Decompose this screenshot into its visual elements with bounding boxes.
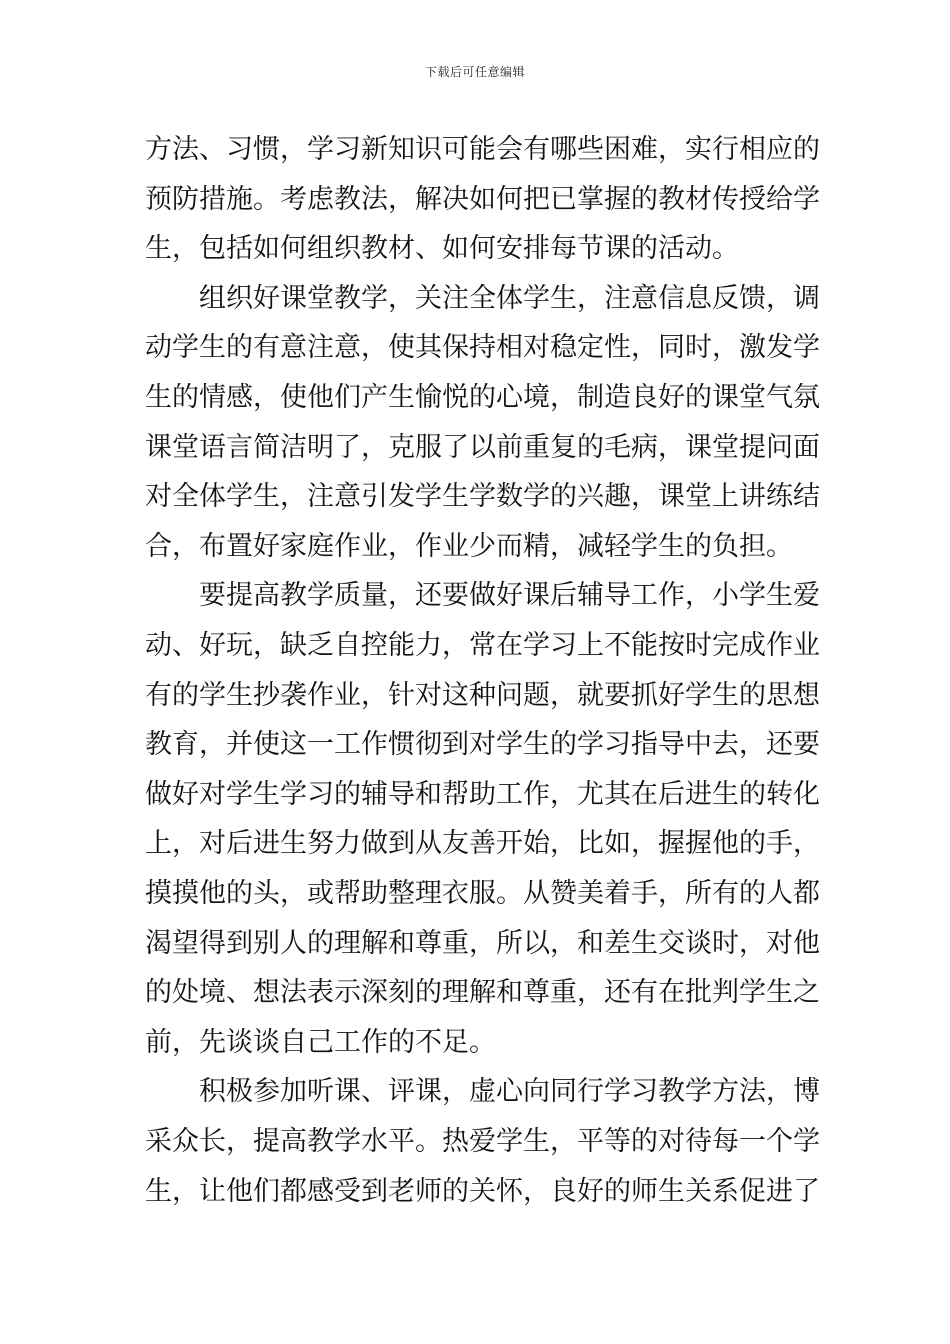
text-line: 对全体学生，注意引发学生学数学的兴趣，课堂上讲练结: [145, 481, 820, 512]
paragraph-first-line: 要提高教学质量，还要做好课后辅导工作，小学生爱: [199, 580, 820, 611]
text-line: 生，让他们都感受到老师的关怀，良好的师生关系促进了: [145, 1176, 820, 1207]
text-line: 渴望得到别人的理解和尊重，所以，和差生交谈时，对他: [145, 928, 820, 959]
text-line: 方法、习惯，学习新知识可能会有哪些困难，实行相应的: [145, 134, 820, 165]
text-line: 预防措施。考虑教法，解决如何把已掌握的教材传授给学: [145, 184, 820, 215]
text-line: 做好对学生学习的辅导和帮助工作，尤其在后进生的转化: [145, 779, 820, 810]
text-line: 生的情感，使他们产生愉悦的心境，制造良好的课堂气氛: [145, 382, 820, 413]
text-line: 有的学生抄袭作业，针对这种问题，就要抓好学生的思想: [145, 680, 820, 711]
paragraph-first-line: 积极参加听课、评课，虚心向同行学习教学方法，博: [199, 1076, 820, 1107]
text-line: 采众长，提高教学水平。热爱学生，平等的对待每一个学: [145, 1126, 820, 1157]
text-line: 生，包括如何组织教材、如何安排每节课的活动。: [145, 233, 739, 264]
text-line: 动学生的有意注意，使其保持相对稳定性，同时，激发学: [145, 332, 820, 363]
paragraph-first-line: 组织好课堂教学，关注全体学生，注意信息反馈，调: [199, 283, 820, 314]
text-line: 教育，并使这一工作惯彻到对学生的学习指导中去，还要: [145, 729, 820, 760]
text-line: 摸摸他的头，或帮助整理衣服。从赞美着手，所有的人都: [145, 878, 820, 909]
text-line: 的处境、想法表示深刻的理解和尊重，还有在批判学生之: [145, 977, 820, 1008]
text-line: 动、好玩，缺乏自控能力，常在学习上不能按时完成作业: [145, 630, 820, 661]
page-header: 下载后可任意编辑: [424, 65, 525, 79]
text-line: 课堂语言简洁明了，克服了以前重复的毛病，课堂提问面: [145, 432, 820, 463]
text-line: 前，先谈谈自己工作的不足。: [145, 1027, 496, 1058]
text-line: 上，对后进生努力做到从友善开始，比如，握握他的手，: [145, 828, 820, 859]
text-line: 合，布置好家庭作业，作业少而精，减轻学生的负担。: [145, 531, 793, 562]
